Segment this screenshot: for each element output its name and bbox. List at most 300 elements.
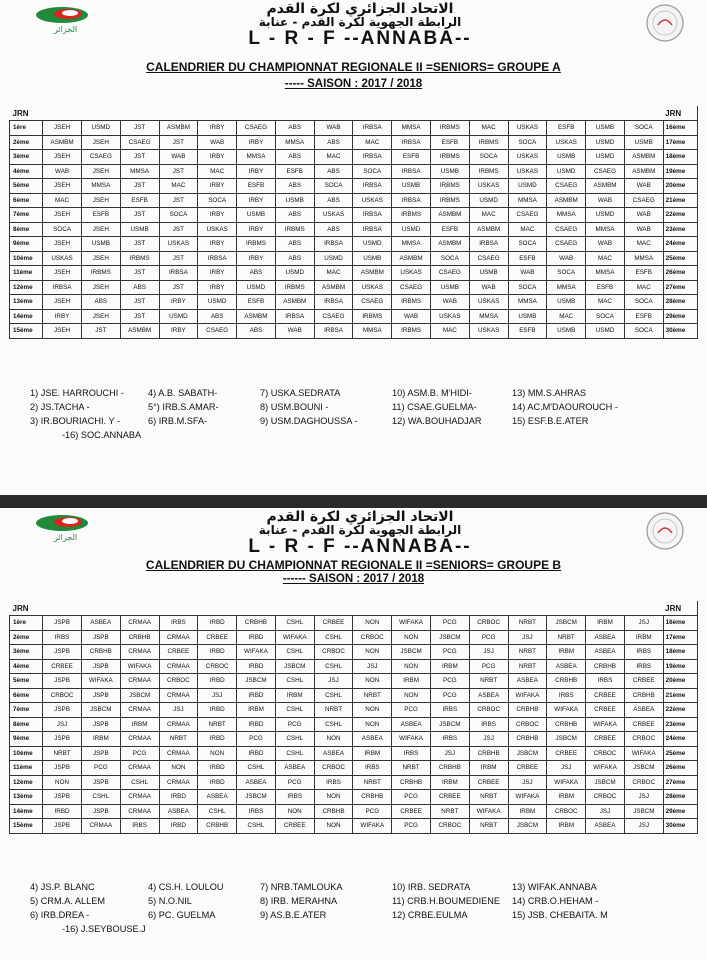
team-cell: CRMAA <box>159 746 198 761</box>
team-cell: JSBCM <box>508 746 547 761</box>
team-cell: IRBD <box>237 659 276 674</box>
team-cell: USKAS <box>43 251 82 266</box>
legend-item: 6) IRB.M.SFA- <box>148 416 208 426</box>
team-cell: JST <box>159 222 198 237</box>
team-cell: ASMBM <box>237 309 276 324</box>
return-round-label: 19ème <box>663 164 697 179</box>
legend-item: 15) JSB. CHEBAITA. M <box>512 910 608 920</box>
team-cell: MMSA <box>547 208 586 223</box>
team-cell: IRBM <box>275 688 314 703</box>
team-cell: IRBS <box>159 616 198 631</box>
team-cell: PCG <box>469 630 508 645</box>
team-cell: MAC <box>586 295 625 310</box>
team-cell: NRBT <box>392 761 431 776</box>
team-cell: CRBEE <box>43 659 82 674</box>
team-cell: ABS <box>314 193 353 208</box>
team-cell: IRBM <box>508 804 547 819</box>
team-cell: USKAS <box>159 237 198 252</box>
table-row <box>10 703 698 718</box>
team-cell: JSEH <box>81 135 120 150</box>
lrf-annaba-banner: L - R - F --ANNABA-- <box>248 28 472 49</box>
team-cell: WAB <box>392 309 431 324</box>
return-round-label: 19ème <box>663 659 697 674</box>
round-label: 11ème <box>10 761 43 776</box>
team-cell: ABS <box>120 280 159 295</box>
team-cell: IRBD <box>237 688 276 703</box>
team-cell: SOCA <box>624 295 663 310</box>
legend-item: -16) J.SEYBOUSE.J <box>62 924 146 934</box>
team-cell: ASBEA <box>237 775 276 790</box>
team-cell: USMB <box>547 324 586 339</box>
season-label: ----- SAISON : 2017 / 2018 <box>284 78 423 90</box>
team-cell: USKAS <box>469 295 508 310</box>
team-cell: CRBOC <box>624 732 663 747</box>
team-cell: JST <box>120 150 159 165</box>
team-cell: CRMAA <box>159 659 198 674</box>
team-cell: WAB <box>43 164 82 179</box>
team-cell: IRBS <box>624 659 663 674</box>
team-cell: IRBD <box>198 645 237 660</box>
team-cell: USKAS <box>392 266 431 281</box>
team-cell: PCG <box>81 761 120 776</box>
team-cell: WAB <box>624 208 663 223</box>
season-label: ------ SAISON : 2017 / 2018 <box>282 573 425 585</box>
team-cell: JSPB <box>43 732 82 747</box>
team-cell: IRBSA <box>275 309 314 324</box>
team-cell: WIFAKA <box>586 717 625 732</box>
team-cell: CRBEE <box>586 703 625 718</box>
team-cell: ASMBM <box>547 193 586 208</box>
round-label: 15ème <box>10 324 43 339</box>
team-cell: ESFB <box>392 150 431 165</box>
team-cell: ASMBM <box>159 121 198 136</box>
table-row <box>10 688 698 703</box>
team-cell: ASBEA <box>314 746 353 761</box>
return-round-label: 28ème <box>663 295 697 310</box>
team-cell: CRBOC <box>353 630 392 645</box>
team-cell: WAB <box>314 121 353 136</box>
federation-name-arabic: الاتحاد الجزائري لكرة القدم <box>266 509 454 525</box>
team-cell: CRBOC <box>43 688 82 703</box>
team-cell: IRBD <box>198 775 237 790</box>
team-cell: IRBMS <box>469 164 508 179</box>
calendar-title: CALENDRIER DU CHAMPIONNAT REGIONALE II =SENIORS= GROUPE B <box>145 558 562 572</box>
team-cell: NON <box>353 616 392 631</box>
round-label: 7ème <box>10 208 43 223</box>
team-cell: IRBY <box>237 193 276 208</box>
team-cell: IRBMS <box>237 237 276 252</box>
team-cell: MAC <box>586 251 625 266</box>
team-cell: IRBSA <box>314 237 353 252</box>
team-cell: CSAEG <box>120 135 159 150</box>
table-row <box>10 237 698 252</box>
team-cell: JSBCM <box>237 790 276 805</box>
team-cell: USMB <box>469 266 508 281</box>
team-cell: ASMBM <box>430 237 469 252</box>
team-cell: IRBS <box>275 790 314 805</box>
team-cell: PCG <box>469 659 508 674</box>
team-cell: WIFAKA <box>469 804 508 819</box>
team-cell: USMD <box>508 179 547 194</box>
team-cell: IRBS <box>547 688 586 703</box>
team-cell: IRBY <box>159 324 198 339</box>
team-cell: USKAS <box>508 164 547 179</box>
team-cell: JSPB <box>81 688 120 703</box>
team-cell: JSJ <box>586 804 625 819</box>
team-cell: USMB <box>120 222 159 237</box>
return-round-label: 17ème <box>663 135 697 150</box>
team-cell: USMB <box>430 164 469 179</box>
team-cell: WIFAKA <box>81 674 120 689</box>
round-label: 9ème <box>10 237 43 252</box>
team-cell: IRBMS <box>275 222 314 237</box>
team-cell: USMD <box>392 222 431 237</box>
team-cell: USMB <box>392 179 431 194</box>
round-label: 2ème <box>10 135 43 150</box>
team-cell: SOCA <box>198 193 237 208</box>
jrn-header-return: JRN <box>663 106 697 121</box>
team-cell: MAC <box>198 164 237 179</box>
team-cell: IRBMS <box>392 324 431 339</box>
team-cell: NON <box>392 659 431 674</box>
team-cell: IRBSA <box>469 237 508 252</box>
team-cell: USMD <box>198 295 237 310</box>
team-cell: USMB <box>353 251 392 266</box>
table-row <box>10 135 698 150</box>
team-cell: CRBHB <box>81 645 120 660</box>
team-cell: ABS <box>314 222 353 237</box>
team-cell: PCG <box>353 804 392 819</box>
team-cell: PCG <box>392 703 431 718</box>
team-cell: ASBEA <box>624 703 663 718</box>
table-row <box>10 761 698 776</box>
return-round-label: 24ème <box>663 237 697 252</box>
header-spacer <box>43 106 664 121</box>
team-cell: ASMBM <box>430 208 469 223</box>
team-cell: ASMBM <box>586 179 625 194</box>
return-round-label: 25ème <box>663 251 697 266</box>
team-cell: ASBEA <box>586 630 625 645</box>
team-cell: MAC <box>624 237 663 252</box>
team-cell: IRBM <box>392 674 431 689</box>
legend-item: 12) WA.BOUHADJAR <box>392 416 482 426</box>
team-cell: PCG <box>275 717 314 732</box>
team-cell: CRBEE <box>275 819 314 834</box>
team-cell: CRBOC <box>586 790 625 805</box>
team-cell: JST <box>159 193 198 208</box>
team-cell: ESFB <box>237 179 276 194</box>
team-cell: IRBS <box>469 717 508 732</box>
team-cell: CRBEE <box>547 746 586 761</box>
team-cell: MAC <box>469 208 508 223</box>
team-cell: CSHL <box>237 761 276 776</box>
team-cell: IRBY <box>198 208 237 223</box>
team-cell: NRBT <box>353 688 392 703</box>
team-cell: CSHL <box>275 746 314 761</box>
team-cell: PCG <box>275 775 314 790</box>
team-cell: CRBHB <box>586 659 625 674</box>
team-cell: JSPB <box>43 819 82 834</box>
team-cell: CRMAA <box>159 688 198 703</box>
team-cell: CRBHB <box>547 717 586 732</box>
team-cell: SOCA <box>353 164 392 179</box>
table-row <box>10 790 698 805</box>
team-cell: ESFB <box>508 251 547 266</box>
table-row <box>10 280 698 295</box>
team-cell: MMSA <box>392 237 431 252</box>
header-spacer <box>43 601 664 616</box>
return-round-label: 29ème <box>663 804 697 819</box>
team-cell: ABS <box>275 150 314 165</box>
team-cell: JSPB <box>43 645 82 660</box>
team-cell: MAC <box>547 309 586 324</box>
team-cell: WIFAKA <box>353 819 392 834</box>
team-cell: JSEH <box>43 324 82 339</box>
team-cell: USKAS <box>314 208 353 223</box>
round-label: 4ème <box>10 659 43 674</box>
round-label: 3ème <box>10 645 43 660</box>
team-cell: CRBHB <box>430 761 469 776</box>
team-cell: CSHL <box>275 645 314 660</box>
team-cell: MMSA <box>81 179 120 194</box>
team-cell: CSHL <box>275 674 314 689</box>
round-label: 3ème <box>10 150 43 165</box>
team-cell: ABS <box>237 324 276 339</box>
round-label: 1ère <box>10 121 43 136</box>
team-cell: WIFAKA <box>547 703 586 718</box>
team-cell: CRMAA <box>159 717 198 732</box>
table-row <box>10 659 698 674</box>
team-cell: ESFB <box>624 309 663 324</box>
team-cell: JSBCM <box>547 616 586 631</box>
team-cell: CSAEG <box>547 237 586 252</box>
return-round-label: 20ème <box>663 674 697 689</box>
legend-item: 10) ASM.B. M'HIDI- <box>392 388 472 398</box>
return-round-label: 21ème <box>663 688 697 703</box>
team-cell: JSPB <box>81 746 120 761</box>
team-cell: WIFAKA <box>586 761 625 776</box>
team-cell: WIFAKA <box>392 732 431 747</box>
team-cell: MMSA <box>508 193 547 208</box>
team-cell: IRBY <box>198 266 237 281</box>
team-cell: ASBEA <box>81 616 120 631</box>
team-cell: NRBT <box>198 717 237 732</box>
legend-item: 6) IRB.DREA - <box>30 910 90 920</box>
return-round-label: 23ème <box>663 222 697 237</box>
return-round-label: 29ème <box>663 309 697 324</box>
return-round-label: 22ème <box>663 208 697 223</box>
round-label: 13ème <box>10 790 43 805</box>
team-cell: USMD <box>586 324 625 339</box>
team-cell: CRBHB <box>392 775 431 790</box>
team-cell: IRBM <box>120 717 159 732</box>
team-cell: CSHL <box>275 732 314 747</box>
legend-item: 15) ESF.B.E.ATER <box>512 416 589 426</box>
team-cell: IRBSA <box>392 164 431 179</box>
team-cell: IRBS <box>353 761 392 776</box>
legend-item: -16) SOC.ANNABA <box>62 430 142 440</box>
team-cell: JSBCM <box>430 630 469 645</box>
team-cell: JSBCM <box>624 804 663 819</box>
team-cell: JSEH <box>81 164 120 179</box>
team-cell: WIFAKA <box>508 688 547 703</box>
team-cell: ESFB <box>430 135 469 150</box>
table-row <box>10 819 698 834</box>
team-cell: JST <box>159 280 198 295</box>
team-cell: USKAS <box>508 150 547 165</box>
team-cell: IRBMS <box>120 251 159 266</box>
team-cell: ASBEA <box>353 732 392 747</box>
team-cell: IRBY <box>159 295 198 310</box>
team-cell: USMD <box>159 309 198 324</box>
team-cell: IRBM <box>430 775 469 790</box>
team-cell: CRBOC <box>469 616 508 631</box>
team-cell: JSPB <box>43 761 82 776</box>
team-cell: JSJ <box>430 746 469 761</box>
return-round-label: 25ème <box>663 746 697 761</box>
team-cell: USMD <box>353 237 392 252</box>
team-cell: CSHL <box>314 659 353 674</box>
team-cell: ABS <box>275 251 314 266</box>
round-label: 14ème <box>10 309 43 324</box>
team-cell: CRBEE <box>508 761 547 776</box>
team-cell: IRBS <box>120 819 159 834</box>
team-cell: SOCA <box>624 324 663 339</box>
team-cell: JSPB <box>43 674 82 689</box>
table-row <box>10 222 698 237</box>
team-cell: USKAS <box>353 193 392 208</box>
federation-name-arabic: الاتحاد الجزائري لكرة القدم <box>266 1 454 17</box>
team-cell: CSAEG <box>469 251 508 266</box>
table-row <box>10 150 698 165</box>
schedule-table <box>9 106 698 339</box>
team-cell: MMSA <box>547 280 586 295</box>
team-cell: JSPB <box>43 703 82 718</box>
team-cell: JSJ <box>198 688 237 703</box>
team-cell: JSPB <box>81 804 120 819</box>
team-cell: IRBSA <box>198 251 237 266</box>
round-label: 6ème <box>10 688 43 703</box>
legend-item: 6) PC. GUELMA <box>148 910 216 920</box>
team-cell: IRBD <box>237 630 276 645</box>
team-cell: ASBEA <box>159 804 198 819</box>
team-cell: ABS <box>275 179 314 194</box>
jrn-header-return: JRN <box>663 601 697 616</box>
legend-item: 4) JS.P. BLANC <box>30 882 95 892</box>
team-cell: JST <box>120 121 159 136</box>
team-cell: CRMAA <box>159 630 198 645</box>
return-round-label: 21ème <box>663 193 697 208</box>
team-cell: ABS <box>275 237 314 252</box>
team-cell: PCG <box>430 645 469 660</box>
team-cell: JSJ <box>353 659 392 674</box>
table-row <box>10 746 698 761</box>
team-cell: ABS <box>81 295 120 310</box>
team-cell: JSEH <box>81 251 120 266</box>
team-cell: SOCA <box>508 237 547 252</box>
team-cell: JSBCM <box>392 645 431 660</box>
team-cell: WAB <box>430 295 469 310</box>
team-cell: IRBD <box>237 746 276 761</box>
team-cell: IRBS <box>43 630 82 645</box>
legend-item: 13) MM.S.AHRAS <box>512 388 587 398</box>
faf-logo-icon <box>32 512 102 546</box>
team-cell: IRBSA <box>392 193 431 208</box>
round-label: 8ème <box>10 717 43 732</box>
team-cell: CRMAA <box>120 645 159 660</box>
team-cell: CSAEG <box>81 150 120 165</box>
league-header <box>0 508 707 558</box>
team-cell: JSEH <box>81 280 120 295</box>
team-cell: ESFB <box>81 208 120 223</box>
team-cell: JSBCM <box>586 775 625 790</box>
table-row <box>10 616 698 631</box>
team-cell: ASBEA <box>198 790 237 805</box>
legend-item: 7) NRB.TAMLOUKA <box>260 882 343 892</box>
legend-item: 13) WIFAK.ANNABA <box>512 882 597 892</box>
team-cell: IRBMS <box>430 179 469 194</box>
team-cell: USMB <box>508 309 547 324</box>
round-label: 10ème <box>10 746 43 761</box>
team-cell: JST <box>159 251 198 266</box>
team-cell: IRBD <box>43 804 82 819</box>
team-cell: WIFAKA <box>624 746 663 761</box>
team-cell: NRBT <box>430 804 469 819</box>
team-cell: IRBY <box>237 222 276 237</box>
table-row <box>10 645 698 660</box>
team-cell: ASMBM <box>624 164 663 179</box>
round-label: 5ème <box>10 674 43 689</box>
table-row <box>10 179 698 194</box>
team-cell: ESFB <box>120 193 159 208</box>
team-cell: JSJ <box>547 761 586 776</box>
team-cell: IRBSA <box>353 179 392 194</box>
team-cell: IRBM <box>586 616 625 631</box>
team-cell: MMSA <box>353 324 392 339</box>
team-cell: MAC <box>353 135 392 150</box>
team-cell: IRBSA <box>353 222 392 237</box>
team-cell: USMD <box>469 193 508 208</box>
team-cell: MAC <box>469 121 508 136</box>
team-cell: MAC <box>314 266 353 281</box>
table-row <box>10 717 698 732</box>
team-cell: SOCA <box>547 266 586 281</box>
team-cell: CSAEG <box>314 309 353 324</box>
return-round-label: 23ème <box>663 717 697 732</box>
team-cell: USMD <box>547 164 586 179</box>
team-cell: JSEH <box>43 237 82 252</box>
team-cell: JSBCM <box>237 674 276 689</box>
calendar-title: CALENDRIER DU CHAMPIONNAT REGIONALE II =SENIORS= GROUPE A <box>146 60 561 74</box>
team-cell: CRMAA <box>159 775 198 790</box>
team-cell: SOCA <box>469 150 508 165</box>
team-cell: IRBD <box>198 732 237 747</box>
team-cell: MMSA <box>275 135 314 150</box>
team-cell: USMB <box>586 121 625 136</box>
team-cell: JSPB <box>81 659 120 674</box>
team-cell: NON <box>159 761 198 776</box>
team-cell: WAB <box>159 150 198 165</box>
round-label: 1ère <box>10 616 43 631</box>
team-cell: WAB <box>508 266 547 281</box>
return-round-label: 26ème <box>663 761 697 776</box>
table-row <box>10 251 698 266</box>
round-label: 4ème <box>10 164 43 179</box>
svg-text:ﺍﻟﺠﺰﺍﺋﺮ: ﺍﻟﺠﺰﺍﺋﺮ <box>54 533 78 542</box>
team-cell: CSAEG <box>547 179 586 194</box>
team-cell: CRBOC <box>159 674 198 689</box>
team-cell: MMSA <box>120 164 159 179</box>
